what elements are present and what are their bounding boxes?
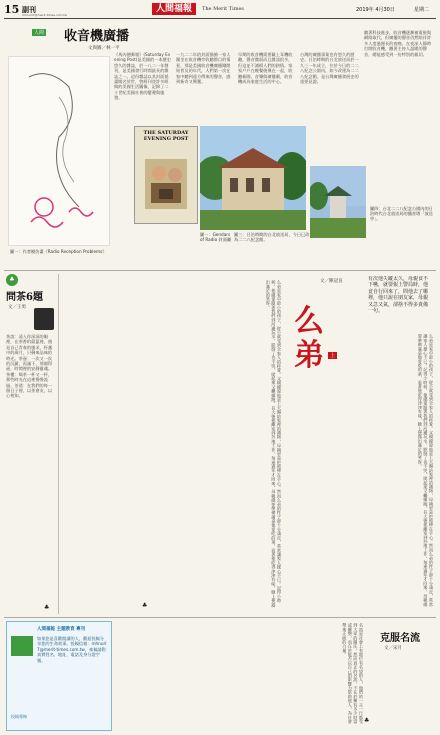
brother-author: 文／陳冠良 bbox=[320, 279, 343, 284]
ad-phone-label: 投稿專線 bbox=[11, 714, 27, 719]
section-divider bbox=[4, 270, 436, 271]
magazine-title: THE SATURDAY EVENING POST bbox=[143, 130, 189, 142]
column-rule-1 bbox=[58, 274, 59, 614]
tea-body: 茶說：清入你深深的眼裡，在茶香的氤氳裡，遇見自己青春的風采，杯盞中的歲月，只剩來品味的時光。茶壺：一次又一次的沉澱，再滿下，那個得壺，時間裡的安靜靈魂。茶樓：喝茶一杯又一杯，那些時光在這裡慢慢流過。茶道：在我們的每一個日子裡，以茶會友，以心相知。 bbox=[6, 334, 53, 399]
header-weekday: 星期二 bbox=[414, 7, 430, 13]
article-radio bbox=[4, 20, 436, 270]
article-youngest-brother bbox=[62, 274, 436, 614]
ad-title: 人間福報 主題教育 專刊 bbox=[37, 627, 86, 632]
brother-part-tag: 上 bbox=[330, 353, 336, 359]
article-body-col5: 隨著科技進步，收音機逐漸被電視與網路取代，但廣播的聲音仍然陪伴許多人度過漫長的夜晚。在夜深人靜時打開收音機，聽著主持人溫暖的聲音，總能感受到一份特別的親切。 bbox=[364, 30, 432, 57]
article-tea bbox=[4, 274, 56, 614]
figure-magazine bbox=[134, 126, 198, 224]
header-rule bbox=[4, 18, 436, 19]
footer-mark-celebrity: ♣ bbox=[364, 717, 370, 724]
footer-mark-tea: ♣ bbox=[44, 604, 50, 611]
brother-body: 么弟是家中最小的孩子，從小就受到全家人的疼愛。父親總說他是上天賜給家裡的禮物，母親更是把他捧在手心。然而么弟的性子卻十分頑皮，常常讓家人操心不已。記得小時候，他總愛跟著我們到河邊玩水，跌倒了也不哭，爬起來又繼續跑。長大後他離家到外地工作，每逢過年才回來，母親總要準備滿桌他愛吃的菜，看著他吃得津津有味，臉上便露出滿足的笑容。 bbox=[265, 280, 282, 607]
figure-pavilion bbox=[310, 166, 366, 238]
section-divider-2 bbox=[4, 617, 436, 618]
article-body-col3: 早期的收音機需要戴上耳機收聽，聲音微弱而且雜訊很多，但這並不減損人們的熱情。家家戶戶在晚餐後聚在一起，收聽新聞、音樂與廣播劇，收音機成為家庭生活的中心。 bbox=[238, 52, 293, 85]
article-body-col2: 一九二二年的封面描繪一家人圍坐在收音機旁收聽節目的情景，那是美國收音機廣播剛開始普及的年代，人們第一次在家中聽到遠方傳來的聲音，感到新奇又興奮。 bbox=[176, 52, 231, 85]
caption-fig3: 圖三：日治時期的台北放送局，今日已改為二二八紀念館。 bbox=[234, 232, 310, 243]
celebrity-body: 名流是社會上有地位有名望的人，他們的一言一行都受到大眾的關注。然而真正的名流，不在於擁有多少財富或權勢，而在於能否以自己的影響力幫助他人，為社會帶來正面的力量。 bbox=[342, 623, 364, 724]
article-tag: 人間 bbox=[34, 30, 45, 36]
tea-author: 文／王勇 bbox=[8, 305, 26, 310]
article-title: 收音機廣播 bbox=[64, 29, 130, 44]
tea-title: 問茶6題 bbox=[6, 292, 43, 303]
celebrity-title: 克服名流 bbox=[380, 633, 420, 644]
section-name: 副刊 bbox=[22, 6, 36, 14]
tea-photo bbox=[34, 308, 54, 330]
figure-building bbox=[200, 126, 306, 230]
caption-fig2: 圖一：Gendars of Radio 封面圖 bbox=[200, 232, 232, 243]
caption-fig4: 圖四：台北二二八紀念公園內的日治時代台北放送局的播音塔「放送亭」。 bbox=[370, 206, 433, 222]
page-number: 15 bbox=[4, 3, 20, 16]
article-tag-leaf: ♣ bbox=[6, 274, 18, 286]
footer-mark-brother: ♣ bbox=[142, 602, 148, 609]
article-author: 文與圖／林一平 bbox=[88, 46, 120, 51]
page-header bbox=[4, 3, 436, 17]
caption-fig1: 圖一：作者模仿畫《Radio Reception Problems》 bbox=[10, 249, 107, 254]
submission-ad bbox=[6, 621, 112, 731]
figure-sketch bbox=[8, 56, 110, 246]
article-body-col4: 台灣的廣播事業也有悠久的歷史。日治時期的台北放送局於一九三一年成立，位於今日的二二八紀念公園內，如今改建為二二八紀念館，是台灣廣播發展史的重要見證。 bbox=[300, 52, 359, 85]
ad-photo bbox=[11, 636, 33, 656]
brother-title-1: 么 bbox=[294, 304, 324, 339]
header-date: 2019年 4月30日 bbox=[356, 7, 395, 13]
brother-title-2: 弟 bbox=[294, 338, 324, 373]
article-celebrity bbox=[114, 621, 436, 731]
header-url: mhnurl7@merit-times.com.tw bbox=[22, 13, 67, 17]
brother-intro: 有次他失蹤太久，母親食不下嚥，就要報上警局時，他竟自行回來了，問他去了哪裡，他只說在朋友家，母親又急又氣，卻捨不得多責備一句。 bbox=[368, 276, 429, 315]
article-body-col1: 《馬內德郵報》(Saturday Evening Post)是美國的一本歷史悠久的雜誌，於一八二一年創刊，是美國發行時間最長的雜誌之一。這份雜誌以其封面插畫聞名於世，曾經刊登許多經典的美國生活圖像，記錄了二十世紀美國社會的變遷與風貌。 bbox=[114, 52, 171, 101]
brother-body-right: 么弟是家中最小的孩子，從小就受到全家人的疼愛。父親總說他是上天賜給家裡的禮物，母親更是把他捧在手心。然而么弟的性子卻十分頑皮，常常讓家人操心不已。記得小時候，他總愛跟著我們到河邊玩水，跌倒了也不哭，爬起來又繼續跑。長大後他離家到外地工作，每逢過年才回來，母親總要準備滿桌他愛吃的菜，看著他吃得津津有味，臉上便露出滿足的笑容。 bbox=[417, 334, 434, 607]
newspaper-logo-en: The Merit Times bbox=[202, 6, 244, 12]
celebrity-author: 文／宋月 bbox=[384, 646, 402, 651]
newspaper-logo: 人間福報 bbox=[152, 3, 196, 15]
ad-body: 如果您是喜歡閱讀的人，歡迎投稿分享您的生命故事。投稿信箱：mhnurl7@merit-times.com.tw，來稿請附真實姓名、地址、電話及身分證字號。 bbox=[37, 636, 107, 663]
